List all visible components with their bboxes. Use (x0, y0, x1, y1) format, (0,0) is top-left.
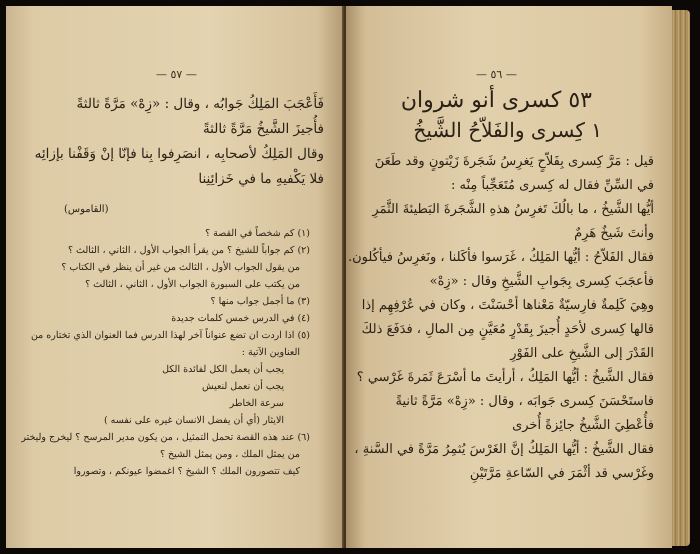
verse-line: فأُجيزَ الشَّيخُ مَرَّةً ثالثةً (202, 121, 324, 137)
body-line: وغَرْسي قد أثْمَرَ في السّاعةِ مَرَّتَيْنِ (469, 466, 654, 481)
right-page-number: — ٥٦ — (476, 68, 517, 81)
verse-line: فلا يَكْفيهِ ما في خَزائِنِنا (198, 171, 324, 187)
left-page (6, 6, 344, 548)
question-line: يجب أن نعمل لنعيش (201, 381, 284, 392)
question-line: (٦) عند هذه القصة تحمل التمثيل ، من يكون مدير المرسح ؟ ليخرج وليختر (21, 432, 310, 443)
question-line: من يقول الجواب الأول ، الثالث من غير أن ينظر في الكتاب ؟ (61, 262, 300, 273)
lesson-subtitle: ١ كِسرى والفَلاّحُ الشَّيخُ (413, 118, 602, 142)
question-line: يجب أن يعمل الكل لفائدة الكل (162, 364, 284, 375)
body-line: فاستَحْسَنَ كِسرى جَوابَه ، وقال : «زِهْ» مَرَّةً ثانيةً (395, 394, 654, 409)
verse-line: وقال المَلِكُ لأصحابِه ، انصَرِفوا بِنا فإنّا إنْ وَقَفْنا بإزائِه (34, 146, 324, 162)
right-page (346, 6, 672, 548)
left-page-number: — ٥٧ — (156, 68, 197, 81)
page-edges (672, 10, 690, 546)
question-line: (٢) كم جواباً للشيخ ؟ من يقرأ الجواب الأول ، الثاني ، الثالث ؟ (67, 245, 310, 256)
body-line: فقال الفَلاّحُ : أيُّها المَلِكُ ، غَرَسوا فأكَلنا ، ونَغرِسُ فيأكُلون. (347, 250, 654, 265)
body-line: في السِّنِّ فقال له كِسرى مُتَعَجِّباً مِنْه : (451, 178, 654, 193)
body-line: فقال الشَّيخُ : أيُّها المَلِكُ إنَّ الغَرْسَ يُثمِرُ مَرَّةً في السَّنةِ ، (354, 442, 654, 457)
question-line: سرعة الخاطر (229, 398, 284, 409)
body-line: أيُّها الشَّيخُ ، ما بالُكَ تَغرِسُ هذهِ الشَّجَرةَ البَطيئةَ الثَّمَرِ (372, 202, 654, 217)
body-line: القَدْرَ إلى الشَّيخِ على الفَوْرِ (510, 346, 654, 361)
open-book (6, 6, 692, 548)
body-line: فأُعْطِيَ الشَّيخُ جائِزةً أُخرى (512, 418, 654, 433)
lesson-title: ٥٣ كسرى أنو شروان (400, 88, 592, 113)
body-line: فأعجَبَ كِسرى بِجَوابِ الشَّيخِ وقال : «زِهْ» (429, 274, 654, 289)
question-line: (٥) اذا اردت ان تضع عنواناً آخر لهذا الدرس فما العنوان الذي تختاره من (30, 330, 310, 341)
question-line: (١) كم شخصاً في القصة ؟ (205, 228, 310, 239)
body-line: وأنتَ شَيخٌ هَرِمٌ (574, 226, 654, 241)
body-line: قالها كِسرى لأحَدٍ أُجيزَ بِقَدْرٍ مُعَيَّنٍ مِن المالِ ، فدَفَعَ ذلكَ (361, 322, 654, 337)
question-line: كيف تتصورون الملك ؟ الشيخ ؟ اغمضوا عيونكم ، وتصوروا (73, 466, 300, 477)
body-line: قيل : مَرَّ كِسرى بِفَلاّحٍ يَغرِسُ شَجَرةَ زَيْتونٍ وقد طَعَنَ (374, 154, 654, 169)
source-citation: (القاموس) (64, 204, 109, 215)
question-line: (٣) ما أجمل جواب منها ؟ (210, 296, 310, 307)
question-line: الايثار (أي أن يفضل الانسان غيره على نفسه ) (103, 415, 284, 426)
question-line: من يمثل الملك ، ومن يمثل الشيخ ؟ (159, 449, 300, 460)
question-line: (٤) في الدرس خمس كلمات جديدة (171, 313, 310, 324)
verse-line: فَأَعْجَبَ المَلِكُ جَوابُه ، وقال : «زِهْ» مَرَّةً ثالثةً (76, 96, 324, 112)
body-line: فقال الشَّيخُ : أيُّها المَلِكُ ، أرأيتَ ما أسْرَعَ ثَمَرةَ غَرْسي ؟ (356, 370, 654, 385)
body-line: وهِيَ كَلِمةٌ فارِسيّةٌ مَعْناها أحْسَنْتَ ، وكان في عُرْفِهِم إذا (361, 298, 654, 313)
question-line: من يكتب على السبورة الجواب الأول ، الثاني ، الثالث ؟ (85, 279, 300, 290)
question-line: العناوين الآتية : (241, 347, 300, 358)
